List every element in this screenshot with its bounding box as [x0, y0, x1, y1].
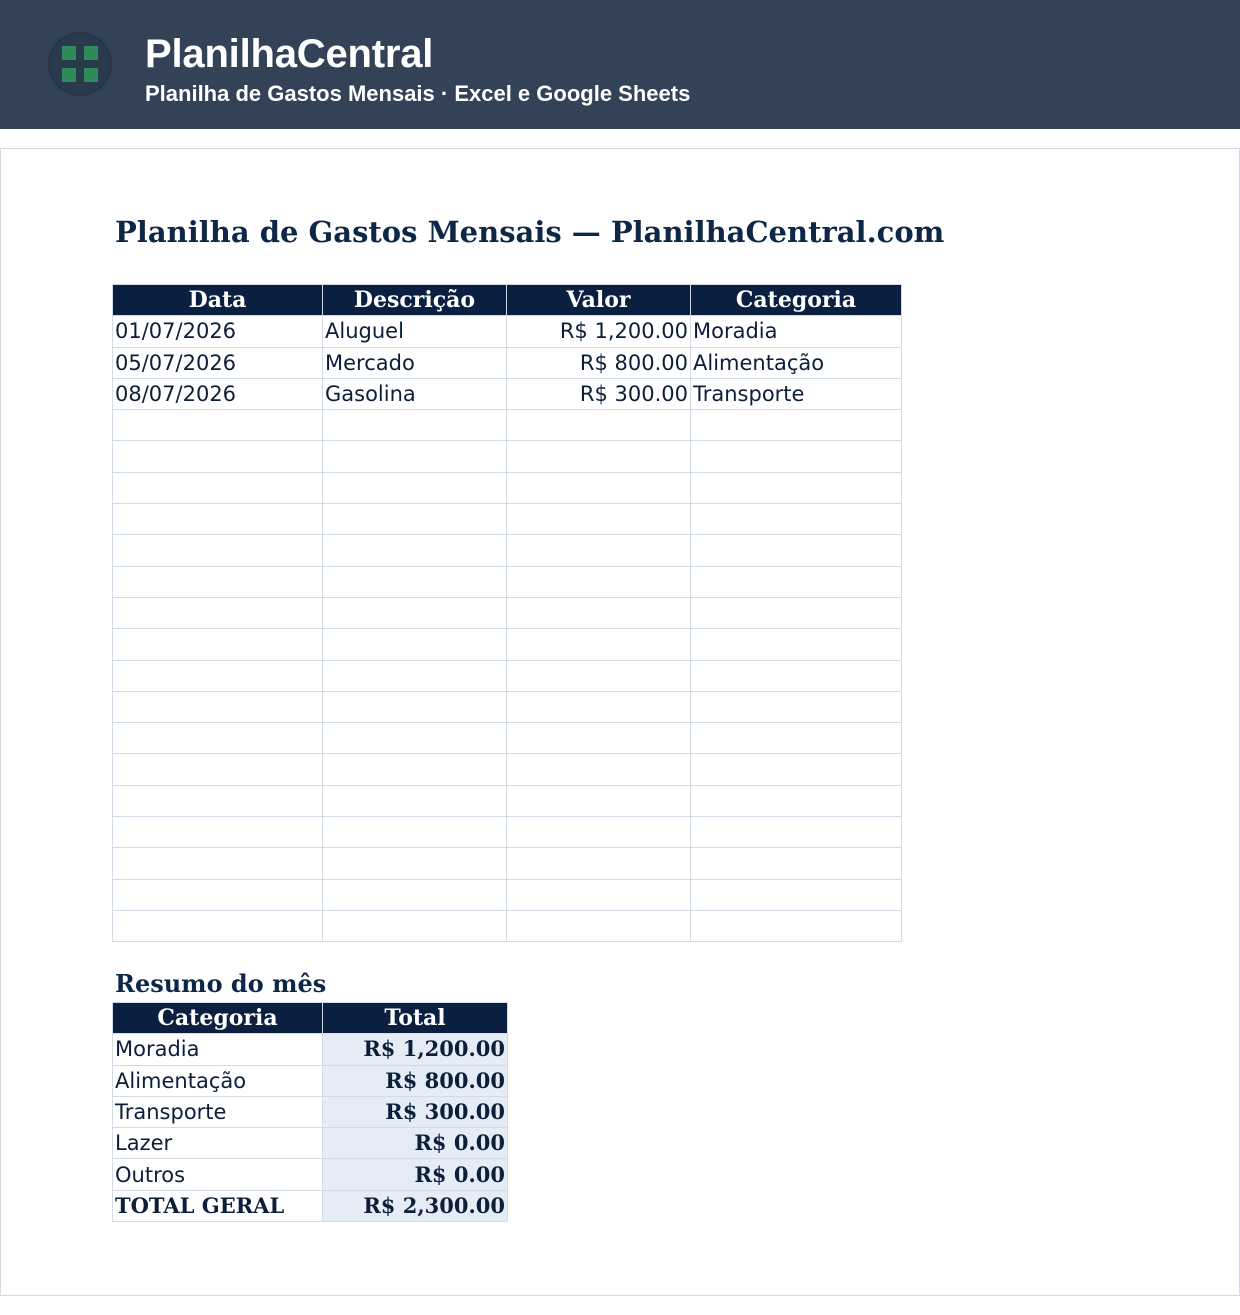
value-cell[interactable]	[507, 472, 691, 503]
value-cell[interactable]	[507, 691, 691, 722]
document-title: Planilha de Gastos Mensais — PlanilhaCentral.com	[115, 215, 945, 249]
column-header-valor[interactable]: Valor	[507, 285, 691, 316]
category-cell[interactable]	[691, 723, 902, 754]
description-cell[interactable]	[323, 848, 507, 879]
summary-header-row	[113, 1003, 508, 1034]
date-cell[interactable]: 08/07/2026	[113, 378, 323, 409]
description-cell[interactable]	[323, 441, 507, 472]
table-row	[113, 566, 902, 597]
spreadsheet-grid-icon[interactable]	[48, 32, 112, 96]
summary-total-cell[interactable]: R$ 300.00	[323, 1096, 508, 1127]
summary-row	[113, 1128, 508, 1159]
value-cell[interactable]	[507, 660, 691, 691]
value-cell[interactable]	[507, 504, 691, 535]
table-row	[113, 723, 902, 754]
date-cell[interactable]: 05/07/2026	[113, 347, 323, 378]
description-cell[interactable]	[323, 629, 507, 660]
summary-category-cell[interactable]: Outros	[113, 1159, 323, 1190]
summary-total-cell[interactable]: R$ 0.00	[323, 1159, 508, 1190]
category-cell[interactable]	[691, 566, 902, 597]
column-header-categoria[interactable]: Categoria	[691, 285, 902, 316]
date-cell[interactable]	[113, 691, 323, 722]
description-cell[interactable]	[323, 472, 507, 503]
summary-row	[113, 1065, 508, 1096]
table-row	[113, 410, 902, 441]
date-cell[interactable]	[113, 848, 323, 879]
description-cell[interactable]	[323, 597, 507, 628]
value-cell[interactable]	[507, 535, 691, 566]
grand-total-label[interactable]: TOTAL GERAL	[113, 1190, 323, 1221]
table-row	[113, 472, 902, 503]
expenses-table	[112, 284, 902, 942]
description-cell[interactable]: Gasolina	[323, 378, 507, 409]
date-cell[interactable]	[113, 410, 323, 441]
table-row	[113, 504, 902, 535]
summary-row	[113, 1159, 508, 1190]
brand-name[interactable]: PlanilhaCentral	[145, 32, 434, 76]
grand-total-value[interactable]: R$ 2,300.00	[323, 1190, 508, 1221]
table-row	[113, 535, 902, 566]
date-cell[interactable]	[113, 535, 323, 566]
description-cell[interactable]	[323, 566, 507, 597]
top-header-bar	[0, 0, 1240, 129]
date-cell[interactable]	[113, 754, 323, 785]
category-cell[interactable]	[691, 410, 902, 441]
value-cell[interactable]	[507, 910, 691, 941]
logo-square	[62, 68, 76, 82]
value-cell[interactable]	[507, 879, 691, 910]
category-cell[interactable]	[691, 629, 902, 660]
table-row	[113, 660, 902, 691]
table-row	[113, 378, 902, 409]
description-cell[interactable]	[323, 504, 507, 535]
value-cell[interactable]	[507, 817, 691, 848]
date-cell[interactable]	[113, 785, 323, 816]
column-header-data[interactable]: Data	[113, 285, 323, 316]
value-cell[interactable]	[507, 848, 691, 879]
date-cell[interactable]	[113, 817, 323, 848]
value-cell[interactable]	[507, 410, 691, 441]
description-cell[interactable]	[323, 691, 507, 722]
summary-category-cell[interactable]: Alimentação	[113, 1065, 323, 1096]
table-row	[113, 817, 902, 848]
summary-total-cell[interactable]: R$ 0.00	[323, 1128, 508, 1159]
table-row	[113, 910, 902, 941]
category-cell[interactable]: Alimentação	[691, 347, 902, 378]
date-cell[interactable]	[113, 441, 323, 472]
date-cell[interactable]	[113, 504, 323, 535]
date-cell[interactable]	[113, 472, 323, 503]
value-cell[interactable]	[507, 723, 691, 754]
description-cell[interactable]: Aluguel	[323, 316, 507, 347]
category-cell[interactable]	[691, 879, 902, 910]
table-row	[113, 691, 902, 722]
value-cell[interactable]	[507, 566, 691, 597]
date-cell[interactable]	[113, 566, 323, 597]
table-row	[113, 597, 902, 628]
description-cell[interactable]	[323, 910, 507, 941]
value-cell[interactable]	[507, 597, 691, 628]
value-cell[interactable]	[507, 754, 691, 785]
category-cell[interactable]	[691, 754, 902, 785]
description-cell[interactable]	[323, 410, 507, 441]
summary-table	[112, 1002, 508, 1222]
table-row	[113, 754, 902, 785]
column-header-descricao[interactable]: Descrição	[323, 285, 507, 316]
category-cell[interactable]	[691, 597, 902, 628]
description-cell[interactable]: Mercado	[323, 347, 507, 378]
summary-total-cell[interactable]: R$ 1,200.00	[323, 1034, 508, 1065]
category-cell[interactable]	[691, 504, 902, 535]
category-cell[interactable]	[691, 535, 902, 566]
table-row	[113, 347, 902, 378]
date-cell[interactable]	[113, 597, 323, 628]
category-cell[interactable]	[691, 660, 902, 691]
date-cell[interactable]	[113, 660, 323, 691]
description-cell[interactable]	[323, 723, 507, 754]
expenses-body	[113, 316, 902, 942]
category-cell[interactable]: Transporte	[691, 378, 902, 409]
date-cell[interactable]	[113, 629, 323, 660]
logo-square	[62, 46, 76, 60]
expenses-header-row	[113, 285, 902, 316]
description-cell[interactable]	[323, 879, 507, 910]
logo-square	[84, 46, 98, 60]
value-cell[interactable]: R$ 800.00	[507, 347, 691, 378]
table-row	[113, 441, 902, 472]
category-cell[interactable]	[691, 817, 902, 848]
logo-square	[84, 68, 98, 82]
category-cell[interactable]: Moradia	[691, 316, 902, 347]
grand-total-row	[113, 1190, 508, 1221]
category-cell[interactable]	[691, 441, 902, 472]
summary-title: Resumo do mês	[115, 969, 327, 998]
date-cell[interactable]	[113, 879, 323, 910]
table-row	[113, 848, 902, 879]
table-row	[113, 879, 902, 910]
date-cell[interactable]	[113, 723, 323, 754]
summary-total-cell[interactable]: R$ 800.00	[323, 1065, 508, 1096]
category-cell[interactable]	[691, 848, 902, 879]
table-row	[113, 785, 902, 816]
category-cell[interactable]	[691, 472, 902, 503]
description-cell[interactable]	[323, 785, 507, 816]
value-cell[interactable]: R$ 1,200.00	[507, 316, 691, 347]
value-cell[interactable]	[507, 629, 691, 660]
table-row	[113, 316, 902, 347]
value-cell[interactable]	[507, 441, 691, 472]
date-cell[interactable]	[113, 910, 323, 941]
category-cell[interactable]	[691, 691, 902, 722]
description-cell[interactable]	[323, 817, 507, 848]
category-cell[interactable]	[691, 910, 902, 941]
value-cell[interactable]	[507, 785, 691, 816]
table-row	[113, 629, 902, 660]
summary-row	[113, 1034, 508, 1065]
description-cell[interactable]	[323, 660, 507, 691]
summary-category-cell[interactable]: Transporte	[113, 1096, 323, 1127]
summary-body	[113, 1034, 508, 1222]
category-cell[interactable]	[691, 785, 902, 816]
column-header-categoria[interactable]: Categoria	[113, 1003, 323, 1034]
date-cell[interactable]: 01/07/2026	[113, 316, 323, 347]
description-cell[interactable]	[323, 535, 507, 566]
summary-row	[113, 1096, 508, 1127]
summary-category-cell[interactable]: Lazer	[113, 1128, 323, 1159]
brand-subtitle: Planilha de Gastos Mensais · Excel e Google Sheets	[145, 81, 691, 106]
summary-category-cell[interactable]: Moradia	[113, 1034, 323, 1065]
value-cell[interactable]: R$ 300.00	[507, 378, 691, 409]
column-header-total[interactable]: Total	[323, 1003, 508, 1034]
description-cell[interactable]	[323, 754, 507, 785]
